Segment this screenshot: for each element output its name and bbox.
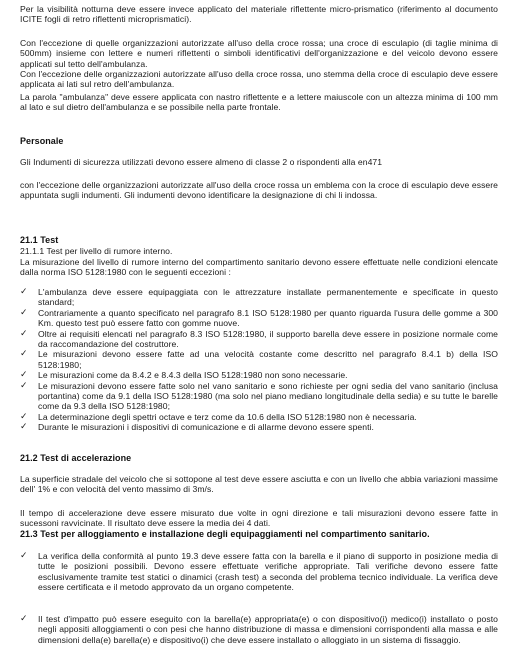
checkmark-icon: ✓ (20, 551, 28, 561)
test-intro-paragraph: La misurazione del livello di rumore interno del compartimento sanitario devono essere effettuate nelle condizioni elencate dalla norma ISO 5128:1980 con le seguenti eccezioni : (20, 257, 498, 278)
intro-paragraph-1: Per la visibilità notturna deve essere invece applicato del materiale riflettente micro-prismatico (riferimento al documento ICITE fogli di retro riflettenti microprismatici). (20, 4, 498, 25)
list-item: ✓ Le misurazioni devono essere fatte solo nel vano sanitario e sono richieste per ogni sedia del vano sanitario (inclusa portantina) come da 9.1 della ISO 5128:1980 (ma solo nel piano mediano longitudinale della sedia) e su tutte le barelle come da 9.3 della ISO 5128:1980; (20, 380, 498, 412)
intro-paragraph-2: Con l'eccezione di quelle organizzazioni autorizzate all'uso della croce rossa; una croce di esculapio (di taglie minima di 500mm) insieme con lettere e numeri riflettenti o simboli identificativi dell'organizzazione e del veicolo devono essere applicati sul tetto dell'ambulanza. (20, 38, 498, 69)
checkmark-icon: ✓ (20, 614, 28, 624)
list-item: ✓ Le misurazioni devono essere fatte ad una velocità costante come descritto nel paragrafo 8.4.1 b) della ISO 5128:1980; (20, 349, 498, 370)
personale-paragraph-2: con l'eccezione delle organizzazioni autorizzate all'uso della croce rossa un emblema con la croce di esculapio deve essere appuntata sugli indumenti. Gli indumenti devono identificare la designazione di chi li indossa. (20, 180, 498, 201)
alloggiamento-list-2 (20, 614, 498, 645)
test-exceptions-list (20, 287, 498, 433)
checkmark-icon: ✓ (20, 287, 28, 297)
list-item: ✓ Oltre ai requisiti elencati nel paragrafo 8.3 ISO 5128:1980, il supporto barella deve essere in posizione normale come da raccomandazione del costruttore. (20, 328, 498, 350)
checkmark-icon: ✓ (20, 411, 28, 422)
list-item: ✓ L'ambulanza deve essere equipaggiata con le attrezzature installate permanentemente e specificate in questo standard; (20, 287, 498, 308)
checkmark-icon: ✓ (20, 422, 28, 433)
list-item: ✓ Le misurazioni come da 8.4.2 e 8.4.3 della ISO 5128:1980 non sono necessarie. (20, 370, 348, 381)
checkmark-icon: ✓ (20, 328, 28, 339)
intro-paragraph-4: La parola "ambulanza" deve essere applicata con nastro riflettente e a lettere maiuscole con un altezza minima di 100 mm al lato e sul dietro dell'ambulanza e se possibile nella parte frontale. (20, 92, 498, 113)
list-item: ✓ La verifica della conformità al punto 19.3 deve essere fatta con la barella e il piano di supporto in posizione media di tutte le posizioni possibili. Devono essere effettuate verifiche appropriate. Tali verifiche devono essere fatte esclusivamente tramite test statici o dinamici (crash test) a seconda del problema tecnico individuale. La verifica deve essere certificata e il metodo approvato da un organo competente. (20, 551, 498, 593)
checkmark-icon: ✓ (20, 307, 28, 318)
checkmark-icon: ✓ (20, 370, 28, 381)
alloggiamento-list (20, 551, 498, 593)
checkmark-icon: ✓ (20, 380, 28, 391)
checkmark-icon: ✓ (20, 349, 28, 360)
list-item: ✓ Il test d'impatto può essere eseguito con la barella(e) appropriata(e) o con dispositivo(i) medico(i) installato o posto negli appositi alloggiamenti o con pesi che hanno distribuzione di massa e dimensioni corrispondenti alla massa e alle dimensioni della(e) barella(e) e dispositivo(i) che deve essere installato o alloggiato in un sistema di fissaggio. (20, 614, 498, 645)
list-item: ✓ Contrariamente a quanto specificato nel paragrafo 8.1 ISO 5128:1980 per quanto riguarda l'usura delle gomme a 300 Km. questo test può essere fatto con gomme nuove. (20, 307, 498, 329)
section-heading-test: 21.1 Test (20, 235, 59, 245)
section-heading-alloggiamento: 21.3 Test per alloggiamento e installazione degli equipaggiamenti nel compartimento sanitario. (20, 529, 430, 539)
section-heading-personale: Personale (20, 136, 64, 146)
intro-paragraph-3: Con l'eccezione delle organizzazioni autorizzate all'uso della croce rossa, uno stemma della croce di esculapio deve essere applicata ai lati sul retro dell'ambulanza. (20, 69, 498, 90)
accel-paragraph-2: Il tempo di accelerazione deve essere misurato due volte in ogni direzione e tali misurazioni devono essere fatte in sucessoni ravvicinate. Il risultato deve essere la media dei 4 dati. (20, 508, 498, 529)
personale-paragraph-1: Gli Indumenti di sicurezza utilizzati devono essere almeno di classe 2 o rispondenti alla en471 (20, 157, 383, 167)
section-heading-accelerazione: 21.2 Test di accelerazione (20, 453, 132, 463)
test-subheading: 21.1.1 Test per livello di rumore interno. (20, 246, 173, 256)
accel-paragraph-1: La superficie stradale del veicolo che si sottopone al test deve essere asciutta e con un livello che abbia variazioni massime dell' 1% e con velocità del vento massimo di 3m/s. (20, 474, 498, 495)
list-item: ✓ Durante le misurazioni i dispositivi di comunicazione e di allarme devono essere spenti. (20, 422, 374, 433)
list-item: ✓ La determinazione degli spettri octave e terz come da 10.6 della ISO 5128:1980 non è necessaria. (20, 411, 417, 422)
